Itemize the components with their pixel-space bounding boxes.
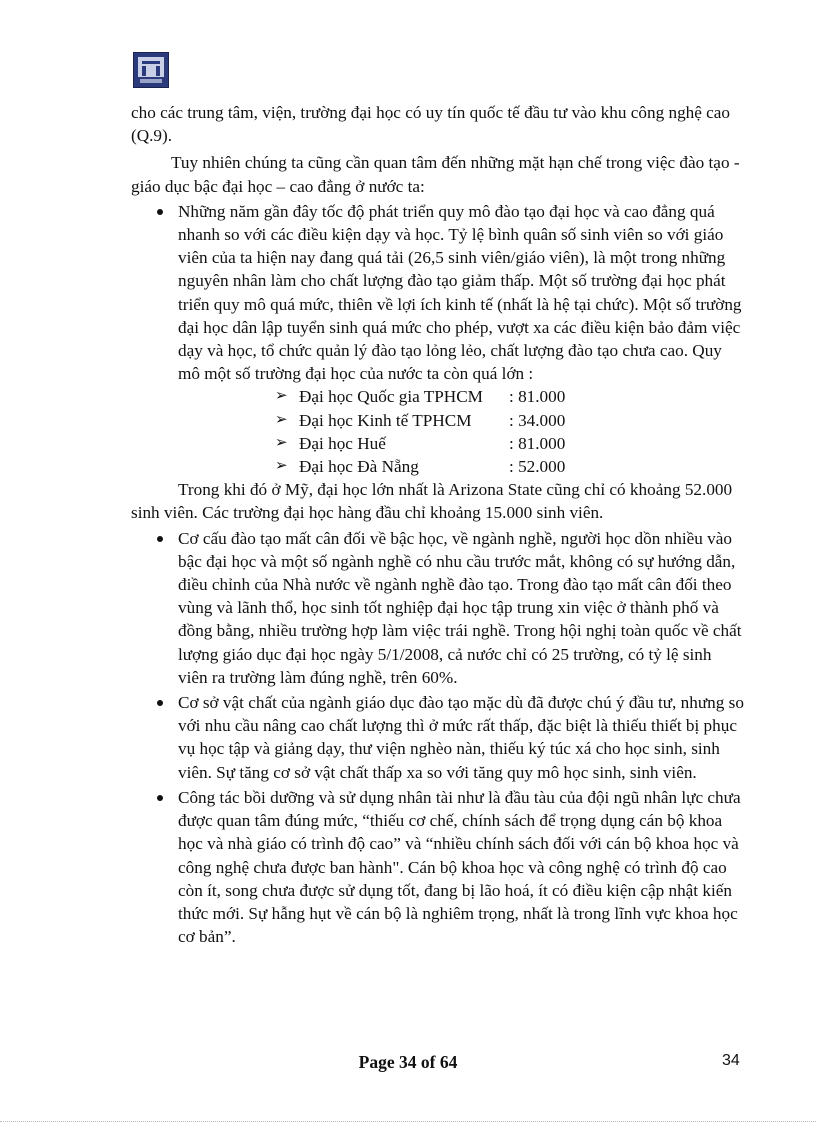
bullet-text: Cơ cấu đào tạo mất cân đối về bậc học, về ngành nghề, người học dồn nhiều vào bậc đại học và một số ngành nghề có nhu cầu trước mắt, không có sự hướng dẫn, điều chỉnh của Nhà nước về ngành nghề đào tạo. Trong đào tạo mất cân đối theo vùng và lãnh thổ, học sinh tốt nghiệp đại học tập trung xin việc ở thành phố và đồng bằng, nhiều trường hợp làm việc trái nghề. Trong hội nghị toàn quốc về chất lượng giáo dục đại học ngày 5/1/2008, cả nước chỉ có 25 trường, có tỷ lệ sinh viên ra trường làm đúng nghề, trên 60%. [178,528,742,687]
university-name: Đại học Quốc gia TPHCM [299,387,483,407]
list-item [131,200,745,386]
university-size: : 81.000 [509,433,566,453]
limitations-paragraph: Tuy nhiên chúng ta cũng cần quan tâm đến những mặt hạn chế trong việc đào tạo - giáo dục bậc đại học – cao đẳng ở nước ta: [131,153,740,196]
list-item [131,786,745,948]
page-bottom-divider [0,1121,816,1122]
arrow-bullet-icon: ➢ [275,411,288,428]
list-item [275,432,745,455]
arrow-bullet-icon: ➢ [275,458,288,475]
list-item [275,385,745,408]
bullet-text: Công tác bồi dưỡng và sử dụng nhân tài như là đầu tàu của đội ngũ nhân lực chưa được quan tâm đúng mức, “thiếu cơ chế, chính sách để trọng dụng cán bộ khoa học và nhà giáo có trình độ cao” và “nhiều chính sách đối với cán bộ khoa học và công nghệ chưa được ban hành". Cán bộ khoa học và công nghệ có trình độ cao còn ít, song chưa được sử dụng tốt, đang bị lão hoá, ít có điều kiện cập nhật kiến thức mới. Sự hẫng hụt về cán bộ là nghiêm trọng, nhất là trong lĩnh vực khoa học cơ bản”. [178,787,741,947]
bullet-icon [157,795,163,801]
bullet-icon [157,700,163,706]
university-size: : 81.000 [509,387,566,407]
university-name: Đại học Huế [299,433,386,453]
list-item [275,455,745,478]
bullet-icon [157,209,163,215]
list-item [275,409,745,432]
arrow-bullet-icon: ➢ [275,388,288,405]
page-number: 34 [722,1052,740,1069]
document-body [131,101,745,948]
bullet-list-2 [131,527,745,949]
university-name: Đại học Kinh tế TPHCM [299,410,472,430]
arrow-bullet-icon: ➢ [275,434,288,451]
comparison-paragraph: Trong khi đó ở Mỹ, đại học lớn nhất là Arizona State cũng chỉ có khoảng 52.000 sinh viên. Các trường đại học hàng đầu chỉ khoảng 15.000 sinh viên. [131,480,733,523]
university-list [131,385,745,478]
bullet-text: Những năm gần đây tốc độ phát triển quy mô đào tạo đại học và cao đẳng quá nhanh so với các điều kiện dạy và học. Tỷ lệ bình quân số sinh viên so với giáo viên của ta hiện nay đang quá tải (26,5 sinh viên/giáo viên), là một trong những nguyên nhân làm cho chất lượng đào tạo giảm thấp. Một số trường đại học phát triển quy mô quá mức, thiên về lợi ích kinh tế (nhất là hệ tại chức). Một số trường đại học dân lập tuyển sinh quá mức cho phép, vượt xa các điều kiện bảo đảm việc dạy và học, tổ chức quản lý đào tạo lỏng lẻo, chất lượng đào tạo chưa cao. Quy mô một số trường đại học của nước ta còn quá lớn : [178,201,742,384]
header-logo [133,52,169,88]
page-label: Page 34 of 64 [358,1052,458,1072]
university-name: Đại học Đà Nẵng [299,457,419,477]
list-item [131,691,745,784]
intro-paragraph: cho các trung tâm, viện, trường đại học có uy tín quốc tế đầu tư vào khu công nghệ cao (Q.9). [131,103,731,146]
bullet-list-1 [131,200,745,386]
university-size: : 52.000 [509,457,566,477]
university-size: : 34.000 [509,410,566,430]
bullet-icon [157,536,163,542]
list-item [131,527,745,689]
bullet-text: Cơ sở vật chất của ngành giáo dục đào tạo mặc dù đã được chú ý đầu tư, nhưng so với nhu cầu nâng cao chất lượng thì ở mức rất thấp, đặc biệt là thiếu thiết bị phục vụ học tập và giảng dạy, thư viện nghèo nàn, thiếu ký túc xá cho học sinh, sinh viên. Sự tăng cơ sở vật chất thấp xa so với tăng quy mô học sinh, sinh viên. [178,693,744,782]
